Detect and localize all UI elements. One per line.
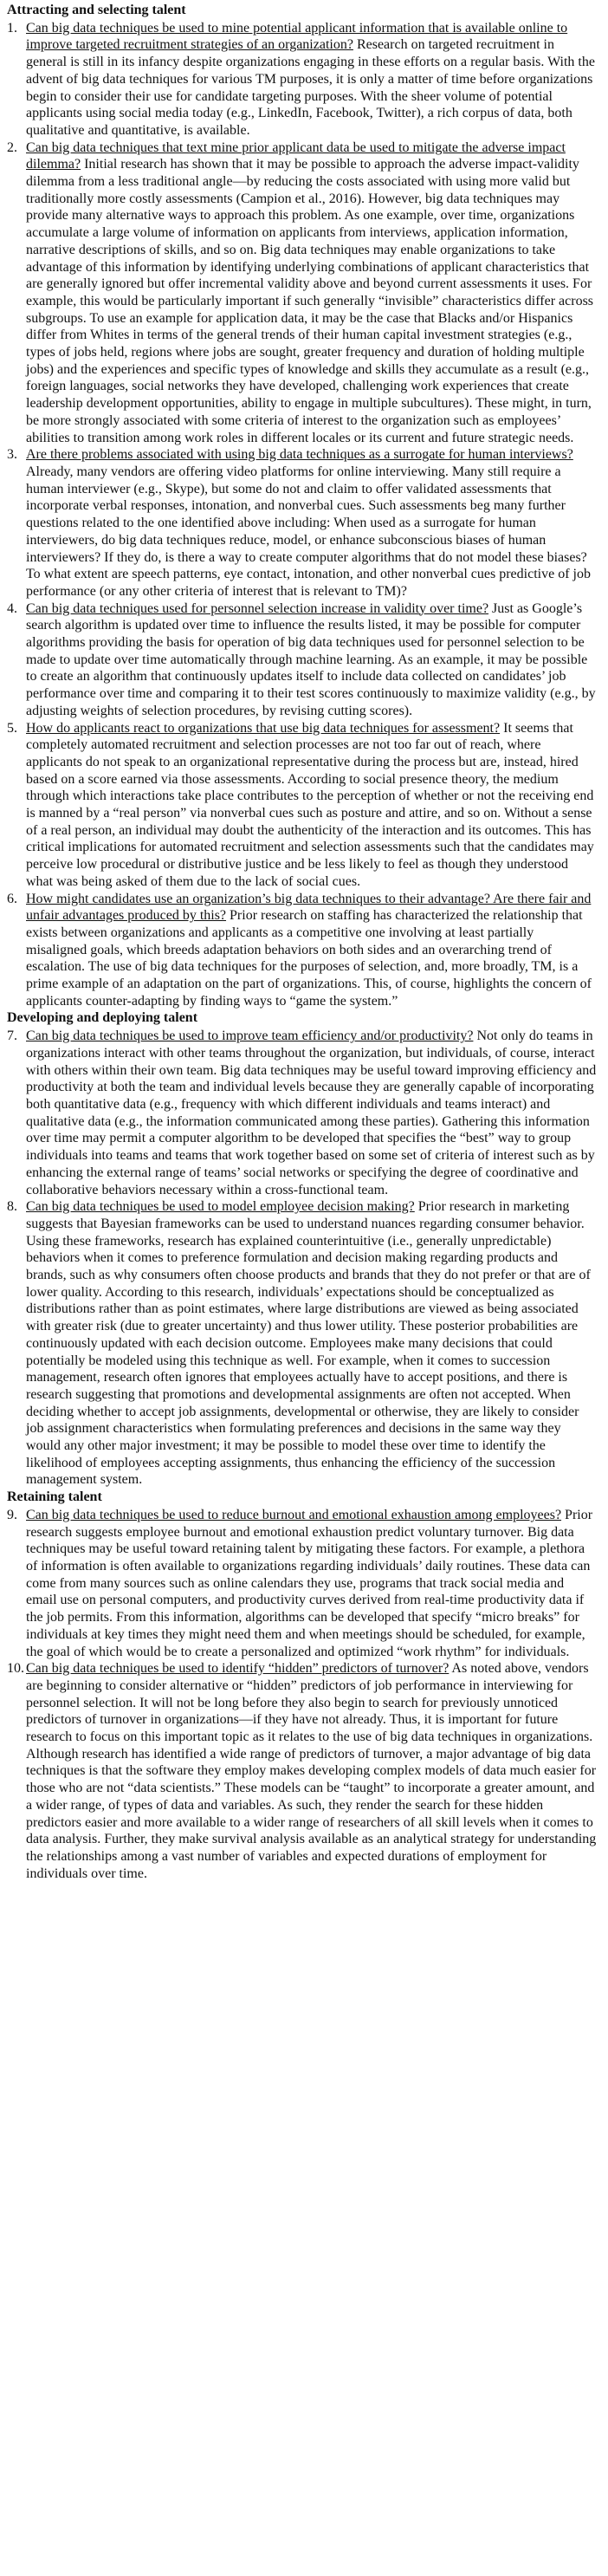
question-list [7,1507,598,1882]
item-number: 6. [7,891,17,906]
section-heading: Retaining talent [7,1489,102,1505]
item-body: Already, many vendors are offering video platforms for online interviewing. Many still require a human interviewer (e.g., Skype), but some do not and claim to offer validated assessments that incorporate verbal responses, intonation, and nonverbal cues. Such assessments beg many further questions related to the one identified above including: When used as a surrogate for human interviewers, do big data techniques reduce, model, or enhance subconscious biases of human interviewers? If they do, is there a way to create computer algorithms that do not model these biases? To what extent are speech patterns, eye contact, intonation, and other nonverbal cues predictive of job performance (or any other criteria of interest that is relevant to TM)? [26,464,591,599]
item-body: Prior research suggests employee burnout and emotional exhaustion predict voluntary turnover. Big data techniques may be useful toward retaining talent by mitigating these factors. For example, a plethora of information is often available to organizations regarding individuals’ daily routines. These data can come from many sources such as online calendars they use, programs that track social media and email use on personal computers, and productivity curves derived from real-time productivity data if the job permits. From this information, algorithms can be developed that specify “micro breaks” for individuals at key times they might need them and when meetings should be scheduled, for example, the goal of which would be to create a personalized and optimized “work rhythm” for individuals. [26,1507,593,1659]
section-heading: Developing and deploying talent [7,1010,198,1026]
list-item [7,600,598,720]
item-body: Initial research has shown that it may be possible to approach the adverse impact-validity dilemma from a less traditional angle—by reducing the costs associated with using more valid but traditionally more costly assessments (Campion et al., 2016). However, big data techniques may provide many alternative ways to approach this problem. As one example, over time, organizations accumulate a large volume of information on applicants from interviews, application information, narrative descriptions of skills, and so on. Big data techniques may enable organizations to take advantage of this information by identifying underlying combinations of applicant characteristics that are generally ignored but offer incremental validity above and beyond current assessments it uses. For example, this would be particularly important if such generally “invisible” characteristics differ across subgroups. To use an example for application data, it may be the case that Blacks and/or Hispanics differ from Whites in terms of the general trends of their human capital investment strategies (e.g., types of jobs held, regions where jobs are sought, greater frequency and duration of holding multiple jobs) and the experiences and specific types of knowledge and skills they accumulate as a result (e.g., foreign languages, social networks they have developed, challenging work experiences that create leadership development opportunities, ability to engage in multiple subcultures). These might, in turn, be more strongly associated with some criteria of interest to the organization such as employees’ abilities to transition among work roles in different locales or its current and future strategic needs. [26,157,594,445]
list-item [7,1028,598,1198]
item-body: Research on targeted recruitment in general is still in its infancy despite organizations engaging in these efforts on a regular basis. With the advent of big data techniques for various TM purposes, it is only a matter of time before organizations begin to consider their use for candidate targeting purposes. With the sheer volume of potential applicants using social media today (e.g., LinkedIn, Facebook, Twitter), a rich corpus of data, both qualitative and quantitative, is available. [26,37,595,138]
list-item [7,891,598,1010]
item-body: Just as Google’s search algorithm is updated over time to influence the results listed, it may be possible for computer algorithms providing the basis for operation of big data techniques used for personnel selection to be made to update over time automatically through machine learning. As an example, it may be possible to create an algorithm that continuously updates itself to include data collected on candidates’ job performance over time and comparing it to their test scores continuously to maximize validity (e.g., by adjusting weights of selection procedures, by revising cutting scores). [26,600,596,718]
question-list [7,1028,598,1489]
research-question: Can big data techniques be used to improve team efficiency and/or productivity? [26,1028,474,1044]
item-number: 9. [7,1507,17,1522]
list-item [7,1660,598,1882]
section-attracting [7,2,598,1009]
list-item [7,140,598,447]
item-number: 7. [7,1028,17,1044]
list-item [7,20,598,140]
item-number: 1. [7,20,17,36]
item-body: It seems that completely automated recruitment and selection processes are not too far out of reach, where applicants do not speak to an organizational representative during the process but are, instead, hired based on a score earned via those assessments. According to social presence theory, the medium through which interactions take place contributes to the perception of whether or not the receiving end is manned by a “real person” via nonverbal cues such as posture and attire, and so on. Without a sense of a real person, an individual may doubt the authenticity of the interaction and its outcomes. This has critical implications for automated recruitment and selection assessments such that the candidates may perceive low procedural or distributive justice and be less likely to feel as though they understood what was being asked of them due to the lack of social cues. [26,720,594,889]
research-question: Can big data techniques used for personnel selection increase in validity over time? [26,600,489,616]
item-body: Prior research on staffing has characterized the relationship that exists between organizations and applicants as a competitive one involving at least partially misaligned goals, which breeds adaptation behaviors on both sides and an overarching trend of escalation. The use of big data techniques for the purposes of selection, and, more broadly, TM, is a prime example of an adaptation on the part of organizations. This, of course, highlights the concern of applicants counter-adapting by finding ways to “game the system.” [26,908,592,1009]
list-item [7,1507,598,1660]
item-number: 10. [7,1661,24,1677]
item-number: 8. [7,1199,17,1215]
list-item [7,446,598,600]
item-number: 3. [7,447,17,463]
item-body: Prior research in marketing suggests that Bayesian frameworks can be used to understand nuances regarding consumer behavior. Using these frameworks, research has explained counterintuitive (i.e., generally unpredictable) behaviors when it comes to preference formulation and decision making regarding products and brands, such as why consumers often choose products and brands that they do not prefer or that are of lower quality. According to this research, individuals’ expectations should be conceptualized as distributions rather than as point estimates, where large distributions are viewed as being associated with greater risk (due to greater uncertainty) and thus lower utility. These posterior probabilities are continuously updated with each decision outcome. Employees make many decisions that could potentially be modeled using this technique as well. For example, when it comes to succession management, research often ignores that employees actually have to accept positions, and there is research suggesting that promotions and developmental assignments are often not accepted. When deciding whether to accept job assignments, developmental or otherwise, they are likely to consider job assignment characteristics when formulating preferences and decisions in the same way they would any other major investment; it may be possible to model these over time to identify the likelihood of employees accepting assignments, thus enhancing the efficiency of the succession management system. [26,1199,591,1488]
research-question: Can big data techniques be used to mine potential applicant information that is available online to improve targeted recruitment strategies of an organization? [26,20,568,53]
research-question: Can big data techniques be used to identify “hidden” predictors of turnover? [26,1661,450,1677]
list-item [7,1198,598,1489]
section-retaining [7,1489,598,1882]
research-question: How might candidates use an organization’s big data techniques to their advantage? Are there fair and unfair advantages produced by this? [26,891,592,924]
item-number: 2. [7,140,17,155]
research-question: Can big data techniques be used to model employee decision making? [26,1199,415,1215]
item-number: 5. [7,720,17,736]
question-list [7,20,598,1010]
item-body: As noted above, vendors are beginning to consider alternative or “hidden” predictors of job performance in interviewing for personnel selection. It will not be long before they also begin to search for previously unnoticed predictors of turnover in organizations—if they have not already. Thus, it is important for future research to focus on this important topic as it relates to the use of big data techniques in organizations. Although research has identified a wide range of predictors of turnover, a major advantage of big data techniques is that the software they employ makes developing complex models of data much easier for those who are not “data scientists.” These models can be “taught” to incorporate a greater amount, and a wider range, of types of data and variables. As such, they render the search for these hidden predictors easier and more available to a wider range of researchers of all skill levels when it comes to data analysis. Further, they make survival analysis available as an analytical strategy for understanding the relationships among a vast number of variables and expected durations of employment for individuals over time. [26,1661,597,1881]
research-question: Can big data techniques be used to reduce burnout and emotional exhaustion among employees? [26,1507,562,1522]
item-number: 4. [7,600,17,616]
research-question: Are there problems associated with using big data techniques as a surrogate for human interviews? [26,447,573,463]
section-heading: Attracting and selecting talent [7,3,186,17]
list-item [7,720,598,891]
item-body: Not only do teams in organizations interact with other teams throughout the organization, but individuals, of course, interact with others within their own team. Big data techniques may be useful toward improving efficiency and productivity at both the team and individual levels because they are generally capable of incorporating both quantitative data (e.g., frequency with which different individuals and teams interact) and qualitative data (e.g., the information communicated among these parties). Gathering this information over time may permit a computer algorithm to be developed that specifies the “best” way to group individuals into teams and teams that work together based on some set of criteria of interest such as by enhancing the external range of teams’ social networks or specifying the degree of coordinative and collaborative behaviors necessary within a cross-functional team. [26,1028,597,1197]
research-question: How do applicants react to organizations that use big data techniques for assessment? [26,720,501,736]
research-question: Can big data techniques that text mine prior applicant data be used to mitigate the adverse impact dilemma? [26,140,566,172]
section-developing [7,1009,598,1489]
